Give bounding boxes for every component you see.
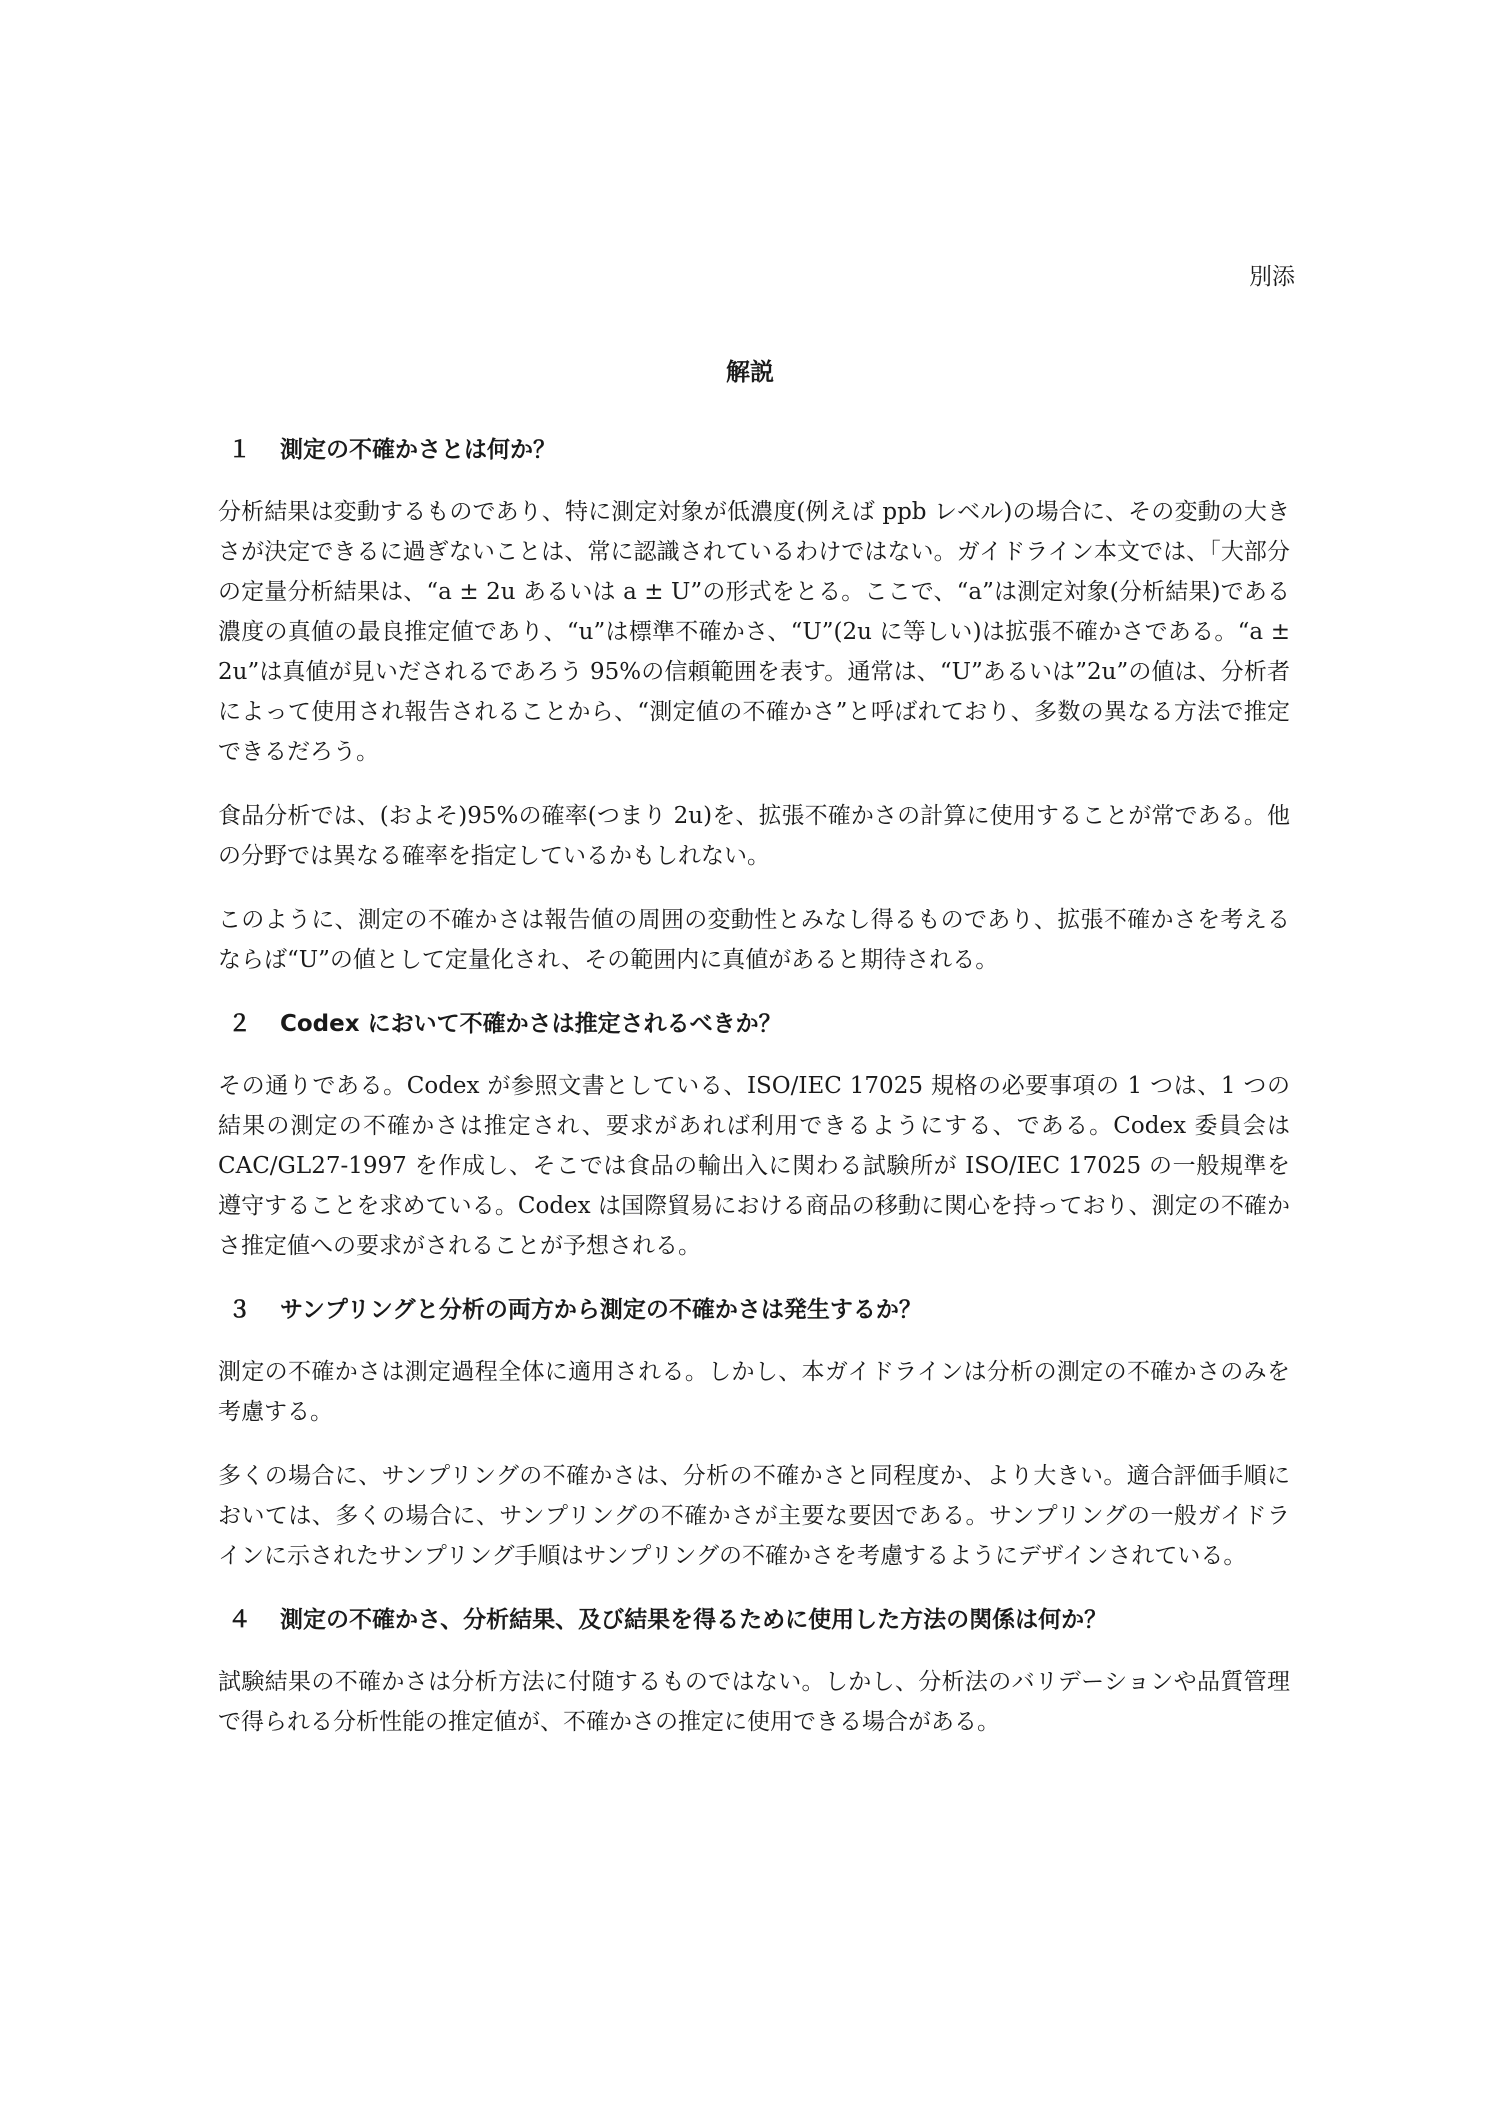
paragraph: 測定の不確かさは測定過程全体に適用される。しかし、本ガイドラインは分析の測定の不確かさのみを考慮する。 bbox=[218, 1359, 1290, 1425]
section-heading bbox=[218, 430, 1290, 470]
section-2 bbox=[218, 1004, 1290, 1266]
section-heading bbox=[218, 1290, 1290, 1330]
section-heading bbox=[218, 1004, 1290, 1044]
document-body bbox=[218, 430, 1290, 1766]
paragraph: 分析結果は変動するものであり、特に測定対象が低濃度(例えば ppb レベル)の場合に、その変動の大きさが決定できるに過ぎないことは、常に認識されているわけではない。ガイドライン本文では、「大部分の定量分析結果は、“a ± 2u あるいは a ± U”の形式をとる。ここで、“a”は測定対象(分析結果)である濃度の真値の最良推定値であり、“u”は標準不確かさ、“U”(2u に等しい)は拡張不確かさである。“a ± 2u”は真値が見いだされるであろう 95%の信頼範囲を表す。通常は、“U”あるいは”2u”の値は、分析者によって使用され報告されることから、“測定値の不確かさ”と呼ばれており、多数の異なる方法で推定できるだろう。 bbox=[218, 499, 1290, 765]
section-title: サンプリングと分析の両方から測定の不確かさは発生するか？ bbox=[280, 1297, 922, 1323]
section-3 bbox=[218, 1290, 1290, 1576]
section-number: ３ bbox=[228, 1297, 251, 1323]
paragraph: その通りである。Codex が参照文書としている、ISO/IEC 17025 規格の必要事項の 1 つは、1 つの結果の測定の不確かさは推定され、要求があれば利用できるようにする、である。Codex 委員会は CAC/GL27-1997 を作成し、そこでは食品の輸出入に関わる試験所が ISO/IEC 17025 の一般規準を遵守することを求めている。Codex は国際貿易における商品の移動に関心を持っており、測定の不確かさ推定値への要求がされることが予想される。 bbox=[218, 1073, 1290, 1259]
section-title: 測定の不確かさ、分析結果、及び結果を得るために使用した方法の関係は何か？ bbox=[280, 1607, 1108, 1633]
section-number: ２ bbox=[228, 1011, 251, 1037]
section-4 bbox=[218, 1600, 1290, 1742]
section-heading bbox=[218, 1600, 1290, 1640]
paragraph: 食品分析では、(およそ)95%の確率(つまり 2u)を、拡張不確かさの計算に使用することが常である。他の分野では異なる確率を指定しているかもしれない。 bbox=[218, 803, 1290, 869]
paragraph: このように、測定の不確かさは報告値の周囲の変動性とみなし得るものであり、拡張不確かさを考えるならば“U”の値として定量化され、その範囲内に真値があると期待される。 bbox=[218, 907, 1290, 973]
section-title: 測定の不確かさとは何か？ bbox=[280, 437, 556, 463]
attachment-label: 別添 bbox=[1249, 264, 1295, 290]
paragraph: 試験結果の不確かさは分析方法に付随するものではない。しかし、分析法のバリデーションや品質管理で得られる分析性能の推定値が、不確かさの推定に使用できる場合がある。 bbox=[218, 1669, 1290, 1735]
document-title: 解説 bbox=[726, 358, 774, 386]
paragraph: 多くの場合に、サンプリングの不確かさは、分析の不確かさと同程度か、より大きい。適合評価手順においては、多くの場合に、サンプリングの不確かさが主要な要因である。サンプリングの一般ガイドラインに示されたサンプリング手順はサンプリングの不確かさを考慮するようにデザインされている。 bbox=[218, 1463, 1290, 1569]
section-number: ４ bbox=[228, 1607, 251, 1633]
section-number: １ bbox=[228, 437, 251, 463]
section-title: Codex において不確かさは推定されるべきか？ bbox=[280, 1011, 782, 1037]
section-1 bbox=[218, 430, 1290, 980]
